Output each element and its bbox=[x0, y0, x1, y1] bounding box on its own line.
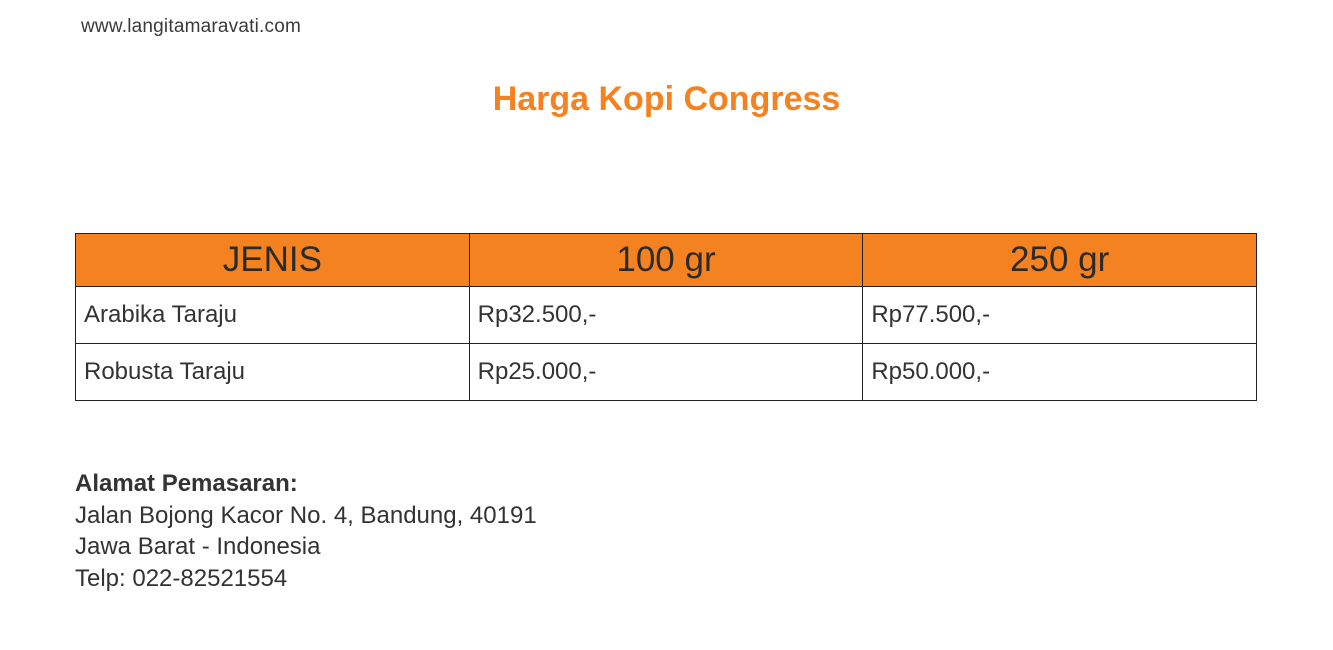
address-region: Jawa Barat - Indonesia bbox=[75, 533, 321, 560]
page-title: Harga Kopi Congress bbox=[492, 80, 841, 118]
cell-price-100gr: Rp32.500,- bbox=[469, 287, 863, 344]
column-header-100gr: 100 gr bbox=[469, 234, 863, 287]
cell-price-250gr: Rp50.000,- bbox=[863, 344, 1257, 401]
cell-jenis: Robusta Taraju bbox=[76, 344, 470, 401]
cell-jenis: Arabika Taraju bbox=[76, 287, 470, 344]
column-header-250gr: 250 gr bbox=[863, 234, 1257, 287]
address-heading: Alamat Pemasaran: bbox=[75, 470, 298, 497]
table-row bbox=[76, 344, 1257, 401]
address-block bbox=[75, 468, 537, 594]
cell-price-100gr: Rp25.000,- bbox=[469, 344, 863, 401]
table-row bbox=[76, 287, 1257, 344]
address-street: Jalan Bojong Kacor No. 4, Bandung, 40191 bbox=[75, 501, 537, 529]
table-header-row bbox=[76, 234, 1257, 287]
address-phone: Telp: 022-82521554 bbox=[75, 564, 288, 592]
price-table bbox=[75, 233, 1257, 401]
cell-price-250gr: Rp77.500,- bbox=[863, 287, 1257, 344]
column-header-jenis: JENIS bbox=[76, 234, 470, 287]
site-url: www.langitamaravati.com bbox=[81, 16, 302, 37]
